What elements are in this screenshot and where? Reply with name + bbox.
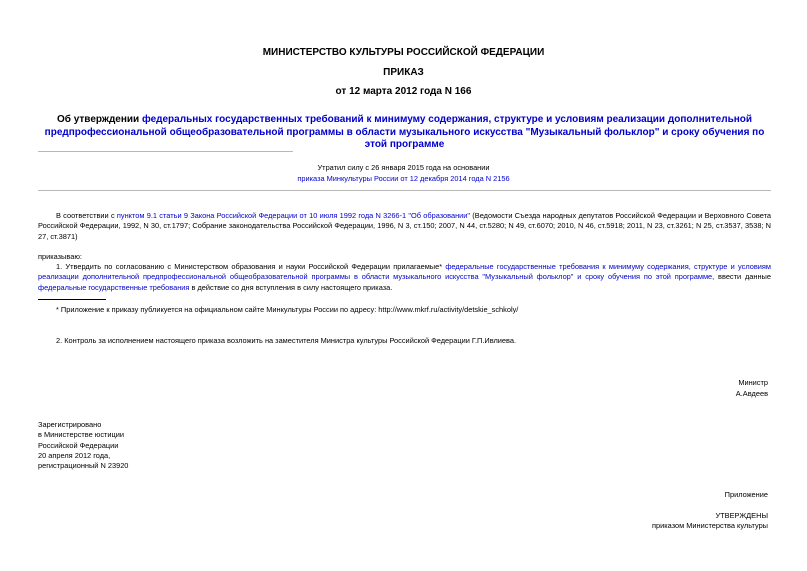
registration-line: Российской Федерации (38, 440, 119, 450)
requirements-link[interactable]: федеральные государственные требования к минимуму содержания, структуре и условиям реализации дополнительной предпрофессиональной общеобразовательной программы в области музыкального искусства "Музыкальный фольклор" и сроку обучения по этой программе (38, 262, 771, 282)
requirements-link-short[interactable]: федеральные государственные требования (38, 282, 190, 292)
approve-text-mid: , ввести данные (712, 272, 771, 282)
title-divider (38, 151, 293, 152)
approve-text-end: в действие со дня вступления в силу настоящего приказа. (189, 282, 393, 292)
document-title (38, 114, 771, 152)
paragraph-control: 2. Контроль за исполнением настоящего приказа возложить на заместителя Министра культуры Российской Федерации Г.П.Ивлиева. (56, 336, 517, 345)
footnote-divider (38, 299, 106, 300)
document-date-number: от 12 марта 2012 года N 166 (335, 86, 472, 97)
signature-name: А.Авдеев (735, 389, 768, 398)
title-link[interactable]: федеральных государственных требований к минимуму содержания, структуре и условиям реализации дополнительной предпрофессиональной общеобразовательной программы в области музыкального искусства "Музыкальный фольклор" и сроку обучения по этой программе (44, 114, 765, 150)
approve-text-start: 1. Утвердить по согласованию с Министерством образования и науки Российской Федерации прилагаемые* (56, 262, 446, 271)
basis-text-start: В соответствии с (56, 211, 117, 220)
status-divider (38, 190, 771, 191)
order-word: приказываю: (38, 252, 82, 261)
signature-title: Министр (738, 378, 768, 387)
ministry-heading: МИНИСТЕРСТВО КУЛЬТУРЫ РОССИЙСКОЙ ФЕДЕРАЦИИ (262, 47, 545, 58)
registration-line: Зарегистрировано (38, 420, 102, 429)
footnote: * Приложение к приказу публикуется на официальном сайте Минкультуры России по адресу: http://www.mkrf.ru/activity/detskie_schkoly/ (56, 305, 519, 314)
registration-block (38, 420, 128, 471)
registration-line: в Министерстве юстиции (38, 430, 125, 440)
appendix-label: Приложение (724, 490, 768, 499)
title-prefix: Об утверждении (56, 114, 142, 125)
registration-line: 20 апреля 2012 года, (38, 450, 111, 460)
basis-law-link[interactable]: пунктом 9.1 статьи 9 Закона Российской Федерации от 10 июля 1992 года N 3266-1 "Об образовании" (116, 211, 471, 220)
basis-text-end: (Ведомости Съезда народных депутатов Российской Федерации и Верховного Совета Российской Федерации, 1992, N 30, ст.1797; Собрание законодательства Российской Федерации, 1996, N 3, ст.150; 2007, N 44, ст.5280; N 49, ст.6070; 2010, N 46, ст.5918; 2011, N 23, ст.3261; N 25, ст.3537, 3538; N 27, ст.3871) (38, 211, 771, 241)
status-line: Утратил силу с 26 января 2015 года на основании (317, 163, 490, 172)
appendix-approved: УТВЕРЖДЕНЫ (715, 511, 768, 520)
appendix-by-order: приказом Министерства культуры (652, 521, 768, 530)
registration-line: регистрационный N 23920 (38, 461, 129, 471)
status-link[interactable]: приказа Минкультуры России от 12 декабря 2014 года N 2156 (297, 174, 510, 183)
document-type: ПРИКАЗ (383, 67, 424, 78)
paragraph-basis (38, 211, 771, 242)
paragraph-approve (38, 262, 771, 293)
